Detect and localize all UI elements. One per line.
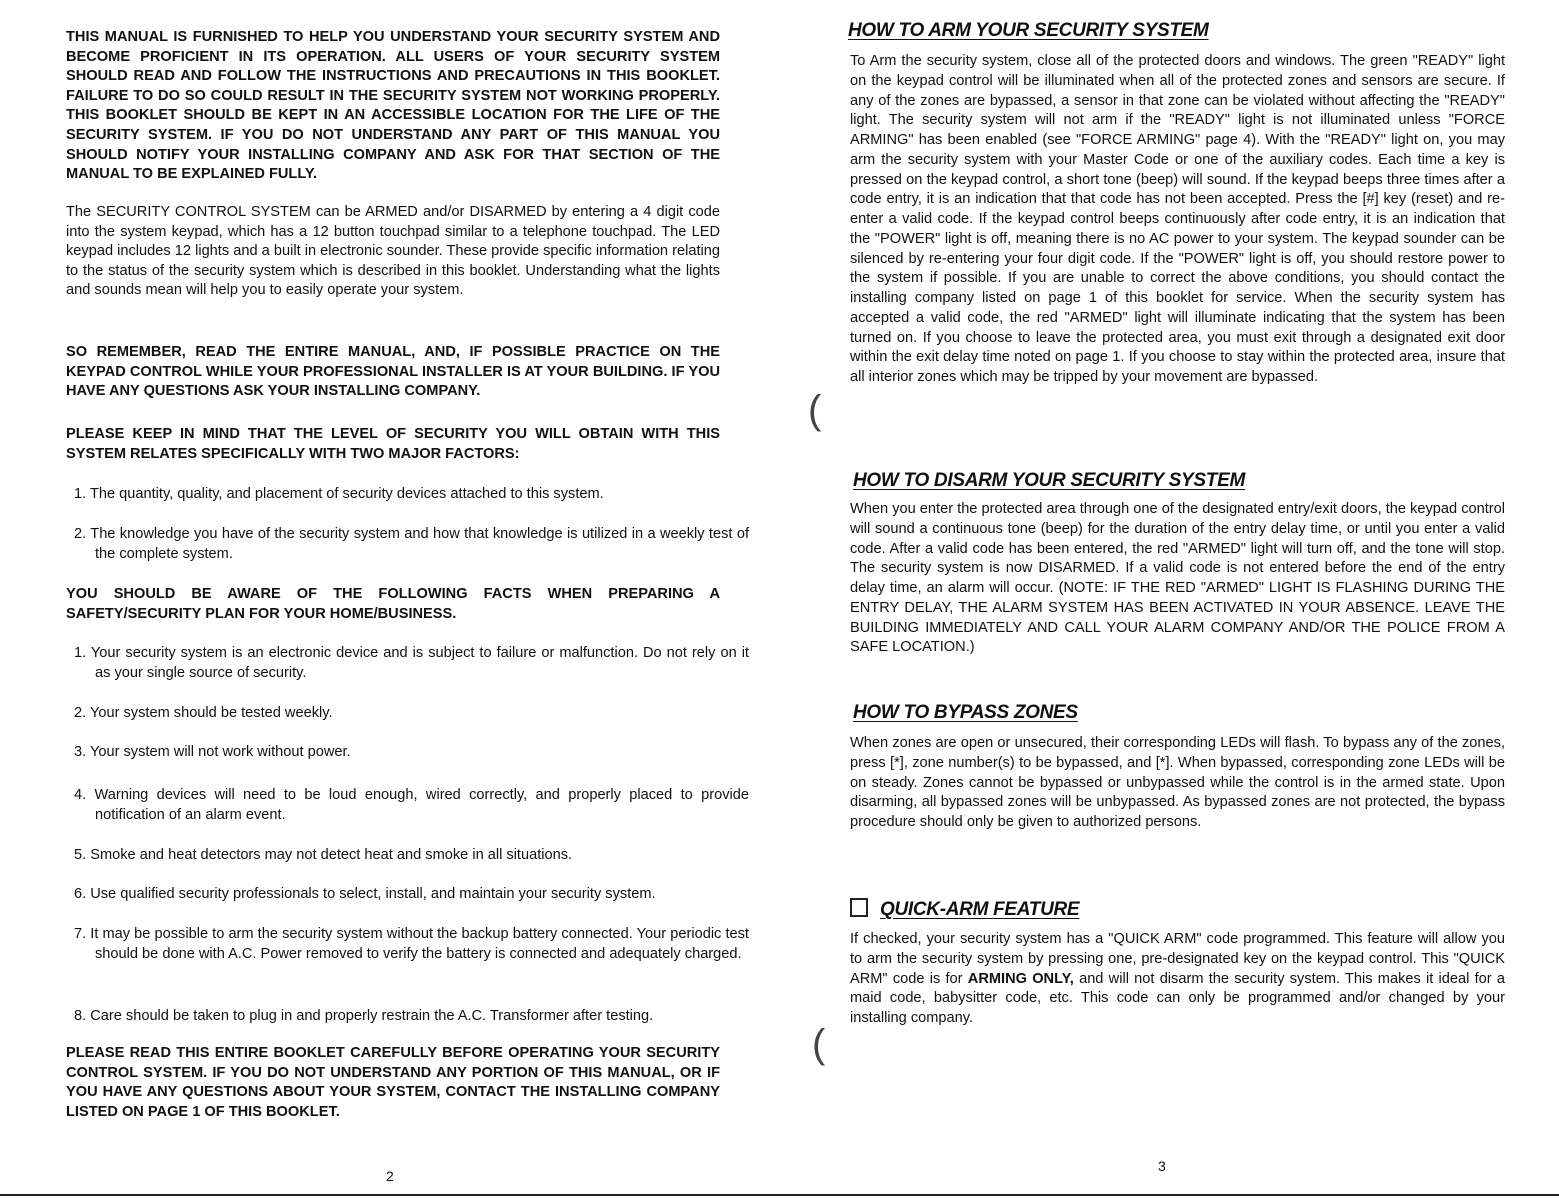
fact-item: 4. Warning devices will need to be loud enough, wired correctly, and properly placed to provide notification of an alarm event. bbox=[74, 787, 749, 823]
fact-item: 7. It may be possible to arm the security system without the backup battery connected. Your periodic test should be done with A.C. Power removed to verify the battery is connected and adequately charged. bbox=[74, 926, 749, 962]
arm-heading: HOW TO ARM YOUR SECURITY SYSTEM bbox=[848, 20, 1209, 41]
disarm-instructions: When you enter the protected area through one of the designated entry/exit doors, the keypad control will sound a continuous tone (beep) for the duration of the entry delay time, or until you enter a valid code. After a valid code has been entered, the red "ARMED" light will turn off, and the tone will stop. The security system is now DISARMED. If a valid code is not entered before the end of the entry delay time, an alarm will occur. (NOTE: IF THE RED "ARMED" LIGHT IS FLASHING DURING THE ENTRY DELAY, THE ALARM SYSTEM HAS BEEN ACTIVATED IN YOUR ABSENCE. LEAVE THE BUILDING IMMEDIATELY AND CALL YOUR ALARM COMPANY AND/OR THE POLICE FROM A SAFE LOCATION.) bbox=[850, 501, 1505, 656]
factor-item: 2. The knowledge you have of the security system and how that knowledge is utilized in a weekly test of the complete system. bbox=[74, 526, 749, 562]
page-number-left: 2 bbox=[386, 1168, 394, 1184]
checkbox-icon bbox=[850, 898, 868, 917]
remember-notice: SO REMEMBER, READ THE ENTIRE MANUAL, AND, IF POSSIBLE PRACTICE ON THE KEYPAD CONTROL WHILE YOUR PROFESSIONAL INSTALLER IS AT YOUR BUILDING. IF YOU HAVE ANY QUESTIONS ASK YOUR INSTALLING COMPANY. bbox=[66, 344, 720, 400]
fact-item: 6. Use qualified security professionals to select, install, and maintain your security system. bbox=[74, 886, 656, 902]
binding-mark: ( bbox=[808, 388, 822, 432]
page-number-right: 3 bbox=[1158, 1158, 1166, 1174]
quickarm-text bbox=[850, 930, 1505, 1029]
fact-item: 8. Care should be taken to plug in and properly restrain the A.C. Transformer after testing. bbox=[74, 1008, 654, 1024]
quickarm-text-part: and will not disarm the security system. This makes it ideal for a maid code, babysitter code, etc. This code can only be programmed and/or changed by your installing company. bbox=[850, 970, 1506, 1026]
quickarm-heading-text: QUICK-ARM FEATURE bbox=[880, 899, 1080, 920]
arm-instructions: To Arm the security system, close all of the protected doors and windows. The green "READY" light on the keypad control will be illuminated when all of the protected zones and sensors are secure. If any of the zones are bypassed, a sensor in that zone can be violated without affecting the "READY" light. The security system will not arm if the "READY" light is not illuminated unless "FORCE ARMING" has been enabled (see "FORCE ARMING" page 4). With the "READY" light on, you may arm the security system with your Master Code or one of the auxiliary codes. Each time a key is pressed on the keypad control, a short tone (beep) will sound. If the keypad beeps three times after a code entry, it is an indication that that code has not been accepted. Press the [#] key (reset) and re-enter a valid code. If the keypad control beeps continuously after code entry, it is an indication that the "POWER" light is off, meaning there is no AC power to your system. The keypad sounder can be silenced by re-entering your four digit code. If the "POWER" light is off, you should restore power to the system if possible. If you are unable to correct the above conditions, you should contact the installing company listed on page 1 of this booklet for service. When the security system has accepted a valid code, the red "ARMED" light will illuminate indicating that the system has been turned on. If you choose to leave the protected area, you must exit through a designated exit door within the exit delay time noted on page 1. If you choose to stay within the protected area, insure that all interior zones which may be tripped by your movement are bypassed. bbox=[850, 53, 1505, 385]
closing-notice: PLEASE READ THIS ENTIRE BOOKLET CAREFULLY BEFORE OPERATING YOUR SECURITY CONTROL SYSTEM. IF YOU DO NOT UNDERSTAND ANY PORTION OF THIS MANUAL, OR IF YOU HAVE ANY QUESTIONS ABOUT YOUR SYSTEM, CONTACT THE INSTALLING COMPANY LISTED ON PAGE 1 OF THIS BOOKLET. bbox=[66, 1045, 720, 1120]
fact-item: 1. Your security system is an electronic device and is subject to failure or malfunction. Do not rely on it as your single source of security. bbox=[74, 645, 749, 681]
factor-item: 1. The quantity, quality, and placement of security devices attached to this system. bbox=[74, 486, 604, 502]
bypass-instructions: When zones are open or unsecured, their corresponding LEDs will flash. To bypass any of the zones, press [*], zone number(s) to be bypassed, and [*]. When bypassed, corresponding zone LEDs will be on steady. Zones cannot be bypassed or unbypassed while the control is in the armed state. Upon disarming, all bypassed zones will be unbypassed. As bypassed zones are not protected, the bypass procedure should only be given to authorized persons. bbox=[850, 735, 1505, 830]
fact-item: 3. Your system will not work without power. bbox=[74, 744, 351, 760]
fact-item: 2. Your system should be tested weekly. bbox=[74, 705, 333, 721]
binding-mark: ( bbox=[812, 1022, 826, 1066]
fact-item: 5. Smoke and heat detectors may not detect heat and smoke in all situations. bbox=[74, 847, 573, 863]
bypass-heading: HOW TO BYPASS ZONES bbox=[853, 702, 1078, 723]
facts-heading: YOU SHOULD BE AWARE OF THE FOLLOWING FACTS WHEN PREPARING A SAFETY/SECURITY PLAN FOR YOUR HOME/BUSINESS. bbox=[66, 586, 720, 622]
intro-notice: THIS MANUAL IS FURNISHED TO HELP YOU UNDERSTAND YOUR SECURITY SYSTEM AND BECOME PROFICIENT IN ITS OPERATION. ALL USERS OF YOUR SECURITY SYSTEM SHOULD READ AND FOLLOW THE INSTRUCTIONS AND PRECAUTIONS IN THIS BOOKLET. FAILURE TO DO SO COULD RESULT IN THE SECURITY SYSTEM NOT WORKING PROPERLY. THIS BOOKLET SHOULD BE KEPT IN AN ACCESSIBLE LOCATION FOR THE LIFE OF THE SECURITY SYSTEM. IF YOU DO NOT UNDERSTAND ANY PART OF THIS MANUAL YOU SHOULD NOTIFY YOUR INSTALLING COMPANY AND ASK FOR THAT SECTION OF THE MANUAL TO BE EXPLAINED FULLY. bbox=[66, 29, 720, 183]
quickarm-bold: ARMING ONLY, bbox=[967, 970, 1074, 987]
quickarm-text-part: If checked, your security system has a "QUICK ARM" code programmed. This feature will allow you to arm the security system by pressing one, pre-designated key on the keypad control. This "QUICK ARM" code is for bbox=[850, 931, 1505, 987]
keep-in-mind-notice: PLEASE KEEP IN MIND THAT THE LEVEL OF SECURITY YOU WILL OBTAIN WITH THIS SYSTEM RELATES SPECIFICALLY WITH TWO MAJOR FACTORS: bbox=[66, 426, 720, 462]
system-overview: The SECURITY CONTROL SYSTEM can be ARMED and/or DISARMED by entering a 4 digit code into the system keypad, which has a 12 button touchpad similar to a telephone touchpad. The LED keypad includes 12 lights and a built in electronic sounder. These provide specific information relating to the status of the security system which is described in this booklet. Understanding what the lights and sounds mean will help you to easily operate your system. bbox=[66, 204, 720, 299]
quickarm-heading bbox=[850, 898, 1079, 921]
page-bottom-rule bbox=[0, 1194, 1559, 1196]
disarm-heading: HOW TO DISARM YOUR SECURITY SYSTEM bbox=[853, 470, 1246, 491]
